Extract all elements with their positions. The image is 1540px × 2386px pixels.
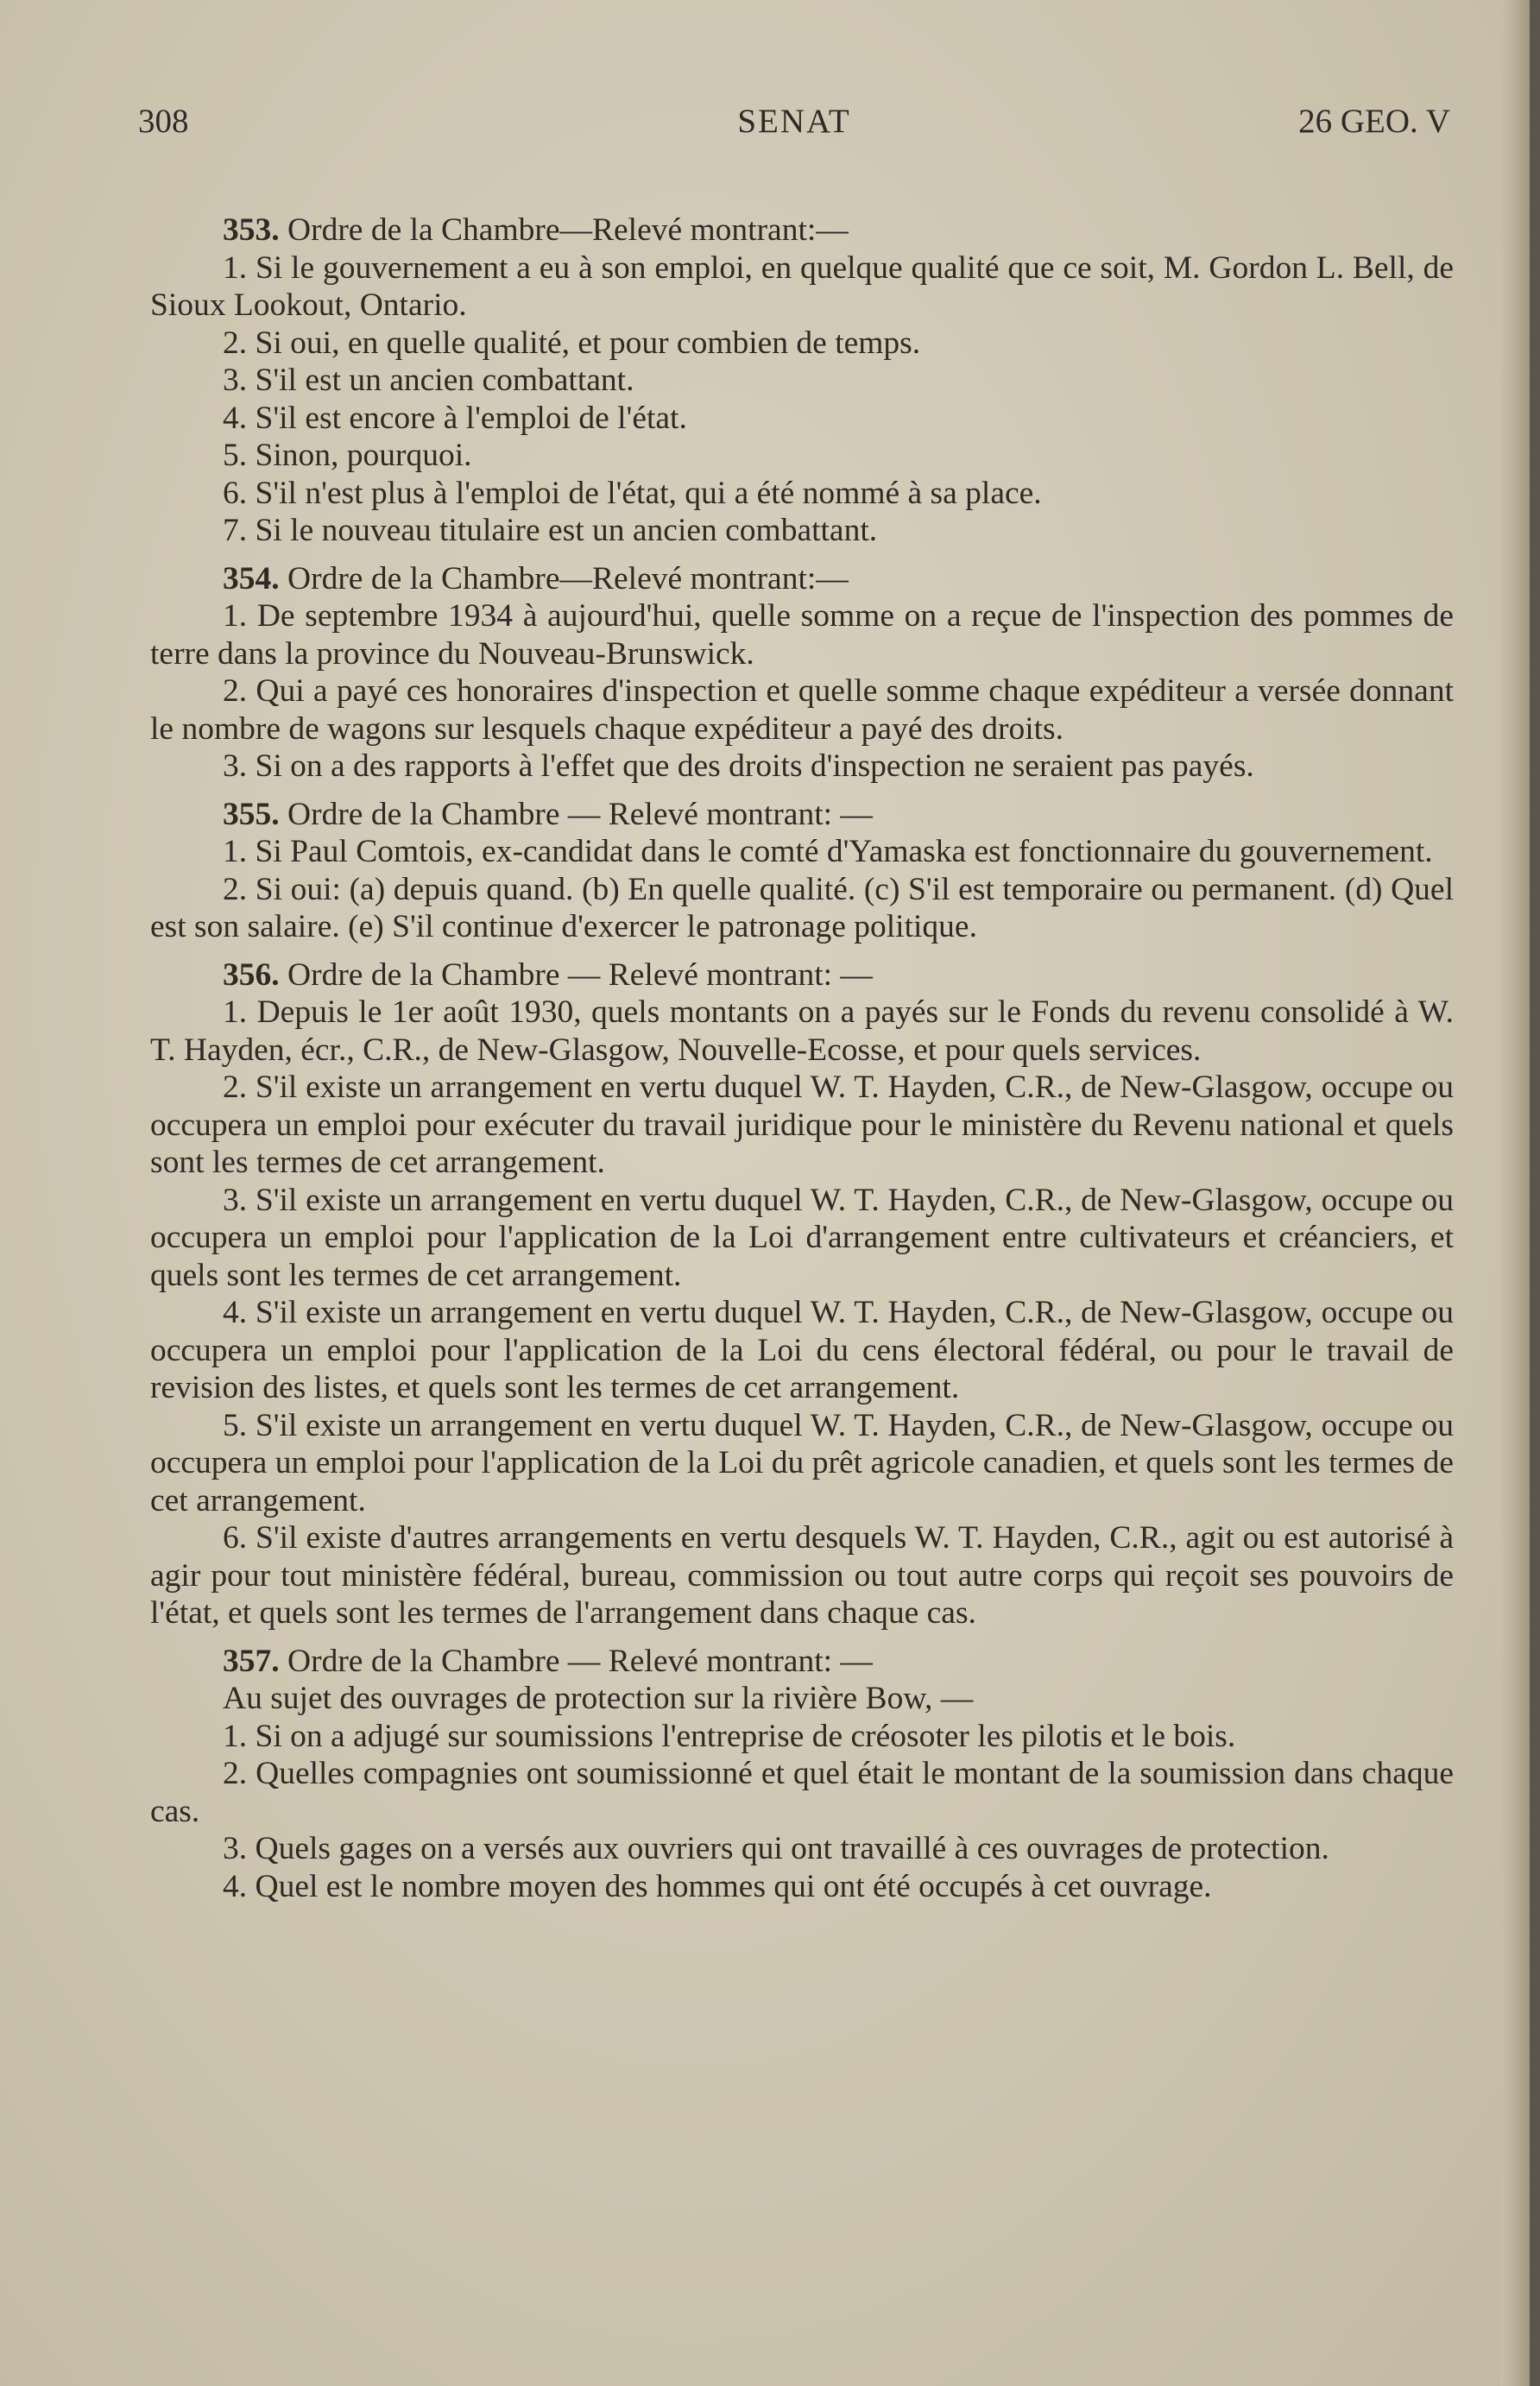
section-heading (150, 1643, 1454, 1681)
list-item: 2. Qui a payé ces honoraires d'inspection et quelle somme chaque expéditeur a versée donnant le nombre de wagons sur lesquels chaque expéditeur a payé des droits. (150, 673, 1454, 747)
list-item: 7. Si le nouveau titulaire est un ancien combattant. (223, 513, 878, 548)
list-item: 6. S'il n'est plus à l'emploi de l'état, qui a été nommé à sa place. (223, 475, 1042, 511)
page-number: 308 (138, 103, 189, 140)
section-number: 353. (223, 212, 280, 248)
session-label: 26 GEO. V (1298, 103, 1450, 140)
section-title: Ordre de la Chambre — Relevé montrant: — (287, 796, 873, 832)
list-item: 1. Si on a adjugé sur soumissions l'entreprise de créosoter les pilotis et le bois. (223, 1718, 1236, 1754)
list-item: 3. S'il existe un arrangement en vertu duquel W. T. Hayden, C.R., de New-Glasgow, occupe ou occupera un emploi pour l'application de la Loi d'arrangement entre cultivateurs et créanciers, et quels sont les termes de cet arrangement. (150, 1182, 1454, 1293)
section-heading (150, 211, 1454, 249)
section-title: Ordre de la Chambre—Relevé montrant:— (287, 560, 849, 596)
section-heading (150, 796, 1454, 834)
list-item: 3. Quels gages on a versés aux ouvriers qui ont travaillé à ces ouvrages de protection. (223, 1831, 1329, 1866)
list-item: 1. De septembre 1934 à aujourd'hui, quelle somme on a reçue de l'inspection des pommes de terre dans la province du Nouveau-Brunswick. (150, 598, 1454, 672)
page-edge (1500, 0, 1540, 2386)
list-item: 1. Si le gouvernement a eu à son emploi, en quelque qualité que ce soit, M. Gordon L. Bell, de Sioux Lookout, Ontario. (150, 249, 1454, 323)
running-title: SENAT (737, 103, 851, 140)
section-title: Ordre de la Chambre — Relevé montrant: — (287, 956, 873, 993)
section-number: 354. (223, 560, 280, 596)
document-body (150, 211, 1454, 1905)
list-item: 1. Depuis le 1er août 1930, quels montants on a payés sur le Fonds du revenu consolidé à W. T. Hayden, écr., C.R., de New-Glasgow, Nouvelle-Ecosse, et pour quels services. (150, 994, 1454, 1068)
section-intro: Au sujet des ouvrages de protection sur la rivière Bow, — (223, 1681, 974, 1716)
section-title: Ordre de la Chambre—Relevé montrant:— (287, 212, 849, 248)
list-item: 4. S'il existe un arrangement en vertu duquel W. T. Hayden, C.R., de New-Glasgow, occupe ou occupera un emploi pour l'application de la Loi du cens électoral fédéral, ou pour le travail de revision des listes, et quels sont les termes de cet arrangement. (150, 1295, 1454, 1405)
list-item: 5. Sinon, pourquoi. (223, 438, 472, 473)
list-item: 2. Si oui, en quelle qualité, et pour combien de temps. (223, 325, 921, 361)
binding-shadow (1530, 0, 1540, 2386)
section-number: 355. (223, 796, 280, 832)
list-item: 2. Quelles compagnies ont soumissionné et quel était le montant de la soumission dans chaque cas. (150, 1756, 1454, 1829)
page-header (138, 102, 1450, 145)
list-item: 5. S'il existe un arrangement en vertu duquel W. T. Hayden, C.R., de New-Glasgow, occupe ou occupera un emploi pour l'application de la Loi du prêt agricole canadien, et quels sont les termes de cet arrangement. (150, 1407, 1454, 1518)
section-heading (150, 560, 1454, 598)
list-item: 3. S'il est un ancien combattant. (223, 363, 634, 398)
list-item: 4. S'il est encore à l'emploi de l'état. (223, 400, 687, 436)
section-number: 356. (223, 956, 280, 993)
list-item: 2. S'il existe un arrangement en vertu duquel W. T. Hayden, C.R., de New-Glasgow, occupe ou occupera un emploi pour exécuter du travail juridique pour le ministère du Revenu national et quels sont les termes de cet arrangement. (150, 1070, 1454, 1180)
section-number: 357. (223, 1643, 280, 1679)
list-item: 1. Si Paul Comtois, ex-candidat dans le comté d'Yamaska est fonctionnaire du gouvernement. (223, 834, 1433, 869)
section-title: Ordre de la Chambre — Relevé montrant: — (287, 1643, 873, 1679)
section-heading (150, 956, 1454, 994)
list-item: 2. Si oui: (a) depuis quand. (b) En quelle qualité. (c) S'il est temporaire ou permanent. (d) Quel est son salaire. (e) S'il continue d'exercer le patronage politique. (150, 871, 1454, 944)
list-item: 3. Si on a des rapports à l'effet que des droits d'inspection ne seraient pas payés. (223, 748, 1254, 784)
list-item: 6. S'il existe d'autres arrangements en vertu desquels W. T. Hayden, C.R., agit ou est autorisé à agir pour tout ministère fédéral, bureau, commission ou tout autre corps qui reçoit ses pouvoirs de l'état, et quels sont les termes de l'arrangement dans chaque cas. (150, 1520, 1454, 1631)
list-item: 4. Quel est le nombre moyen des hommes qui ont été occupés à cet ouvrage. (223, 1868, 1212, 1904)
